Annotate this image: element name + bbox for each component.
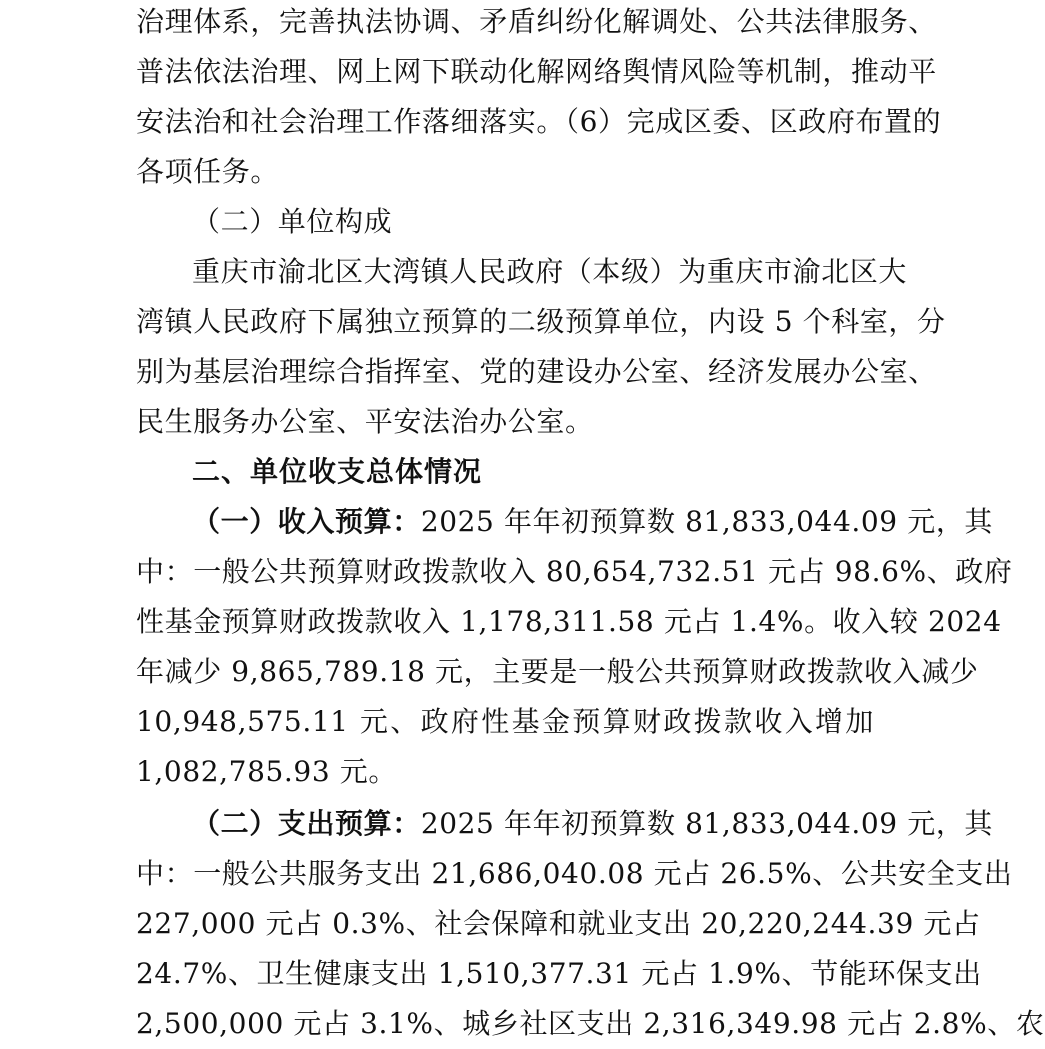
expenditure-line-3: 227,000 元占 0.3%、社会保障和就业支出 20,220,244.39 元占 — [136, 907, 981, 940]
income-line-5: 10,948,575.11 元、政府性基金预算财政拨款收入增加 — [136, 705, 874, 738]
income-line-2: 中：一般公共预算财政拨款收入 80,654,732.51 元占 98.6%、政府 — [136, 555, 1013, 588]
income-label: （一）收入预算： — [192, 505, 421, 538]
expenditure-line-1-text: 2025 年年初预算数 81,833,044.09 元，其 — [420, 807, 994, 840]
expenditure-line-2: 中：一般公共服务支出 21,686,040.08 元占 26.5%、公共安全支出 — [136, 857, 1013, 890]
para-intro-line-3: 安法治和社会治理工作落细落实。（6）完成区委、区政府布置的 — [136, 105, 942, 138]
expenditure-line-5: 2,500,000 元占 3.1%、城乡社区支出 2,316,349.98 元占 2.8%、农 — [136, 1007, 1045, 1040]
unit-composition-line-4: 民生服务办公室、平安法治办公室。 — [136, 405, 594, 438]
section-two-heading: 二、单位收支总体情况 — [192, 455, 483, 488]
income-line-1 — [192, 497, 994, 547]
unit-composition-line-2: 湾镇人民政府下属独立预算的二级预算单位，内设 5 个科室，分 — [136, 305, 946, 338]
unit-composition-heading: （二）单位构成 — [192, 205, 393, 238]
para-intro-line-4: 各项任务。 — [136, 155, 280, 188]
expenditure-line-4: 24.7%、卫生健康支出 1,510,377.31 元占 1.9%、节能环保支出 — [136, 957, 982, 990]
unit-composition-line-1: 重庆市渝北区大湾镇人民政府（本级）为重庆市渝北区大 — [192, 255, 908, 288]
expenditure-line-1 — [192, 799, 994, 849]
expenditure-label: （二）支出预算： — [192, 807, 421, 840]
income-line-6: 1,082,785.93 元。 — [136, 755, 397, 788]
income-line-1-text: 2025 年年初预算数 81,833,044.09 元，其 — [420, 505, 994, 538]
income-line-4: 年减少 9,865,789.18 元，主要是一般公共预算财政拨款收入减少 — [136, 655, 979, 688]
para-intro-line-2: 普法依法治理、网上网下联动化解网络舆情风险等机制，推动平 — [136, 55, 937, 88]
income-line-3: 性基金预算财政拨款收入 1,178,311.58 元占 1.4%。收入较 2024 — [136, 605, 1002, 638]
para-intro-line-1: 治理体系，完善执法协调、矛盾纠纷化解调处、公共法律服务、 — [136, 5, 937, 38]
unit-composition-line-3: 别为基层治理综合指挥室、党的建设办公室、经济发展办公室、 — [136, 355, 937, 388]
